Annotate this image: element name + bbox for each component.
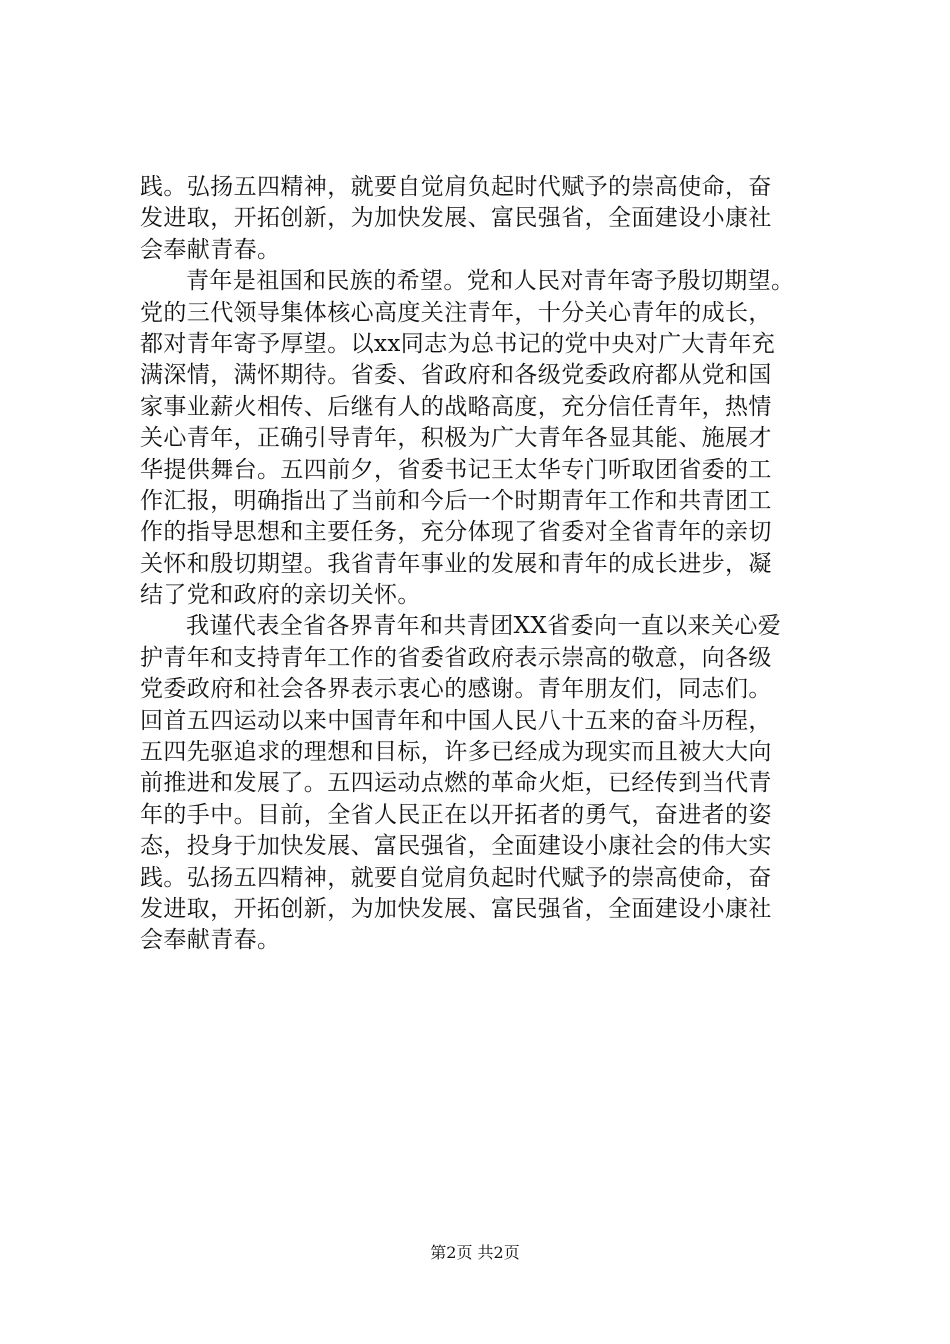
text-line: 回首五四运动以来中国青年和中国人民八十五来的奋斗历程， [140, 707, 772, 734]
text-line: 结了党和政府的亲切关怀。 [140, 582, 421, 609]
text-line: 五四先驱追求的理想和目标，许多已经成为现实而且被大大向 [140, 739, 772, 766]
text-line: 家事业薪火相传、后继有人的战略高度，充分信任青年，热情 [140, 393, 772, 420]
text-line: 都对青年寄予厚望。以xx同志为总书记的党中央对广大青年充 [140, 330, 776, 357]
text-line: 关怀和殷切期望。我省青年事业的发展和青年的成长进步，凝 [140, 550, 772, 577]
text-line: 华提供舞台。五四前夕，省委书记王太华专门听取团省委的工 [140, 456, 772, 483]
paragraph-start-line: 青年是祖国和民族的希望。党和人民对青年寄予殷切期望。 [186, 268, 795, 295]
text-line: 践。弘扬五四精神，就要自觉肩负起时代赋予的崇高使命，奋 [140, 864, 772, 891]
text-line: 会奉献青春。 [140, 927, 281, 954]
paragraph-start-line: 我谨代表全省各界青年和共青团XX省委向一直以来关心爱 [186, 613, 782, 640]
text-line: 践。弘扬五四精神，就要自觉肩负起时代赋予的崇高使命，奋 [140, 174, 772, 200]
text-line: 护青年和支持青年工作的省委省政府表示崇高的敬意，向各级 [140, 644, 772, 671]
text-line: 前推进和发展了。五四运动点燃的革命火炬，已经传到当代青 [140, 770, 772, 797]
text-line: 党委政府和社会各界表示衷心的感谢。青年朋友们，同志们。 [140, 676, 772, 703]
text-line: 满深情，满怀期待。省委、省政府和各级党委政府都从党和国 [140, 362, 772, 389]
text-line: 作的指导思想和主要任务，充分体现了省委对全省青年的亲切 [140, 519, 772, 546]
text-line: 关心青年，正确引导青年，积极为广大青年各显其能、施展才 [140, 425, 772, 452]
text-line: 态，投身于加快发展、富民强省，全面建设小康社会的伟大实 [140, 833, 772, 860]
text-line: 年的手中。目前，全省人民正在以开拓者的勇气，奋进者的姿 [140, 801, 772, 828]
text-line: 作汇报，明确指出了当前和今后一个时期青年工作和共青团工 [140, 487, 772, 514]
text-line: 党的三代领导集体核心高度关注青年，十分关心青年的成长， [140, 299, 772, 326]
page-number-footer: 第2页 共2页 [430, 1243, 520, 1262]
text-line: 会奉献青春。 [140, 236, 281, 263]
document-body [140, 172, 860, 957]
text-line: 发进取，开拓创新，为加快发展、富民强省，全面建设小康社 [140, 205, 772, 232]
text-line: 发进取，开拓创新，为加快发展、富民强省，全面建设小康社 [140, 895, 772, 922]
